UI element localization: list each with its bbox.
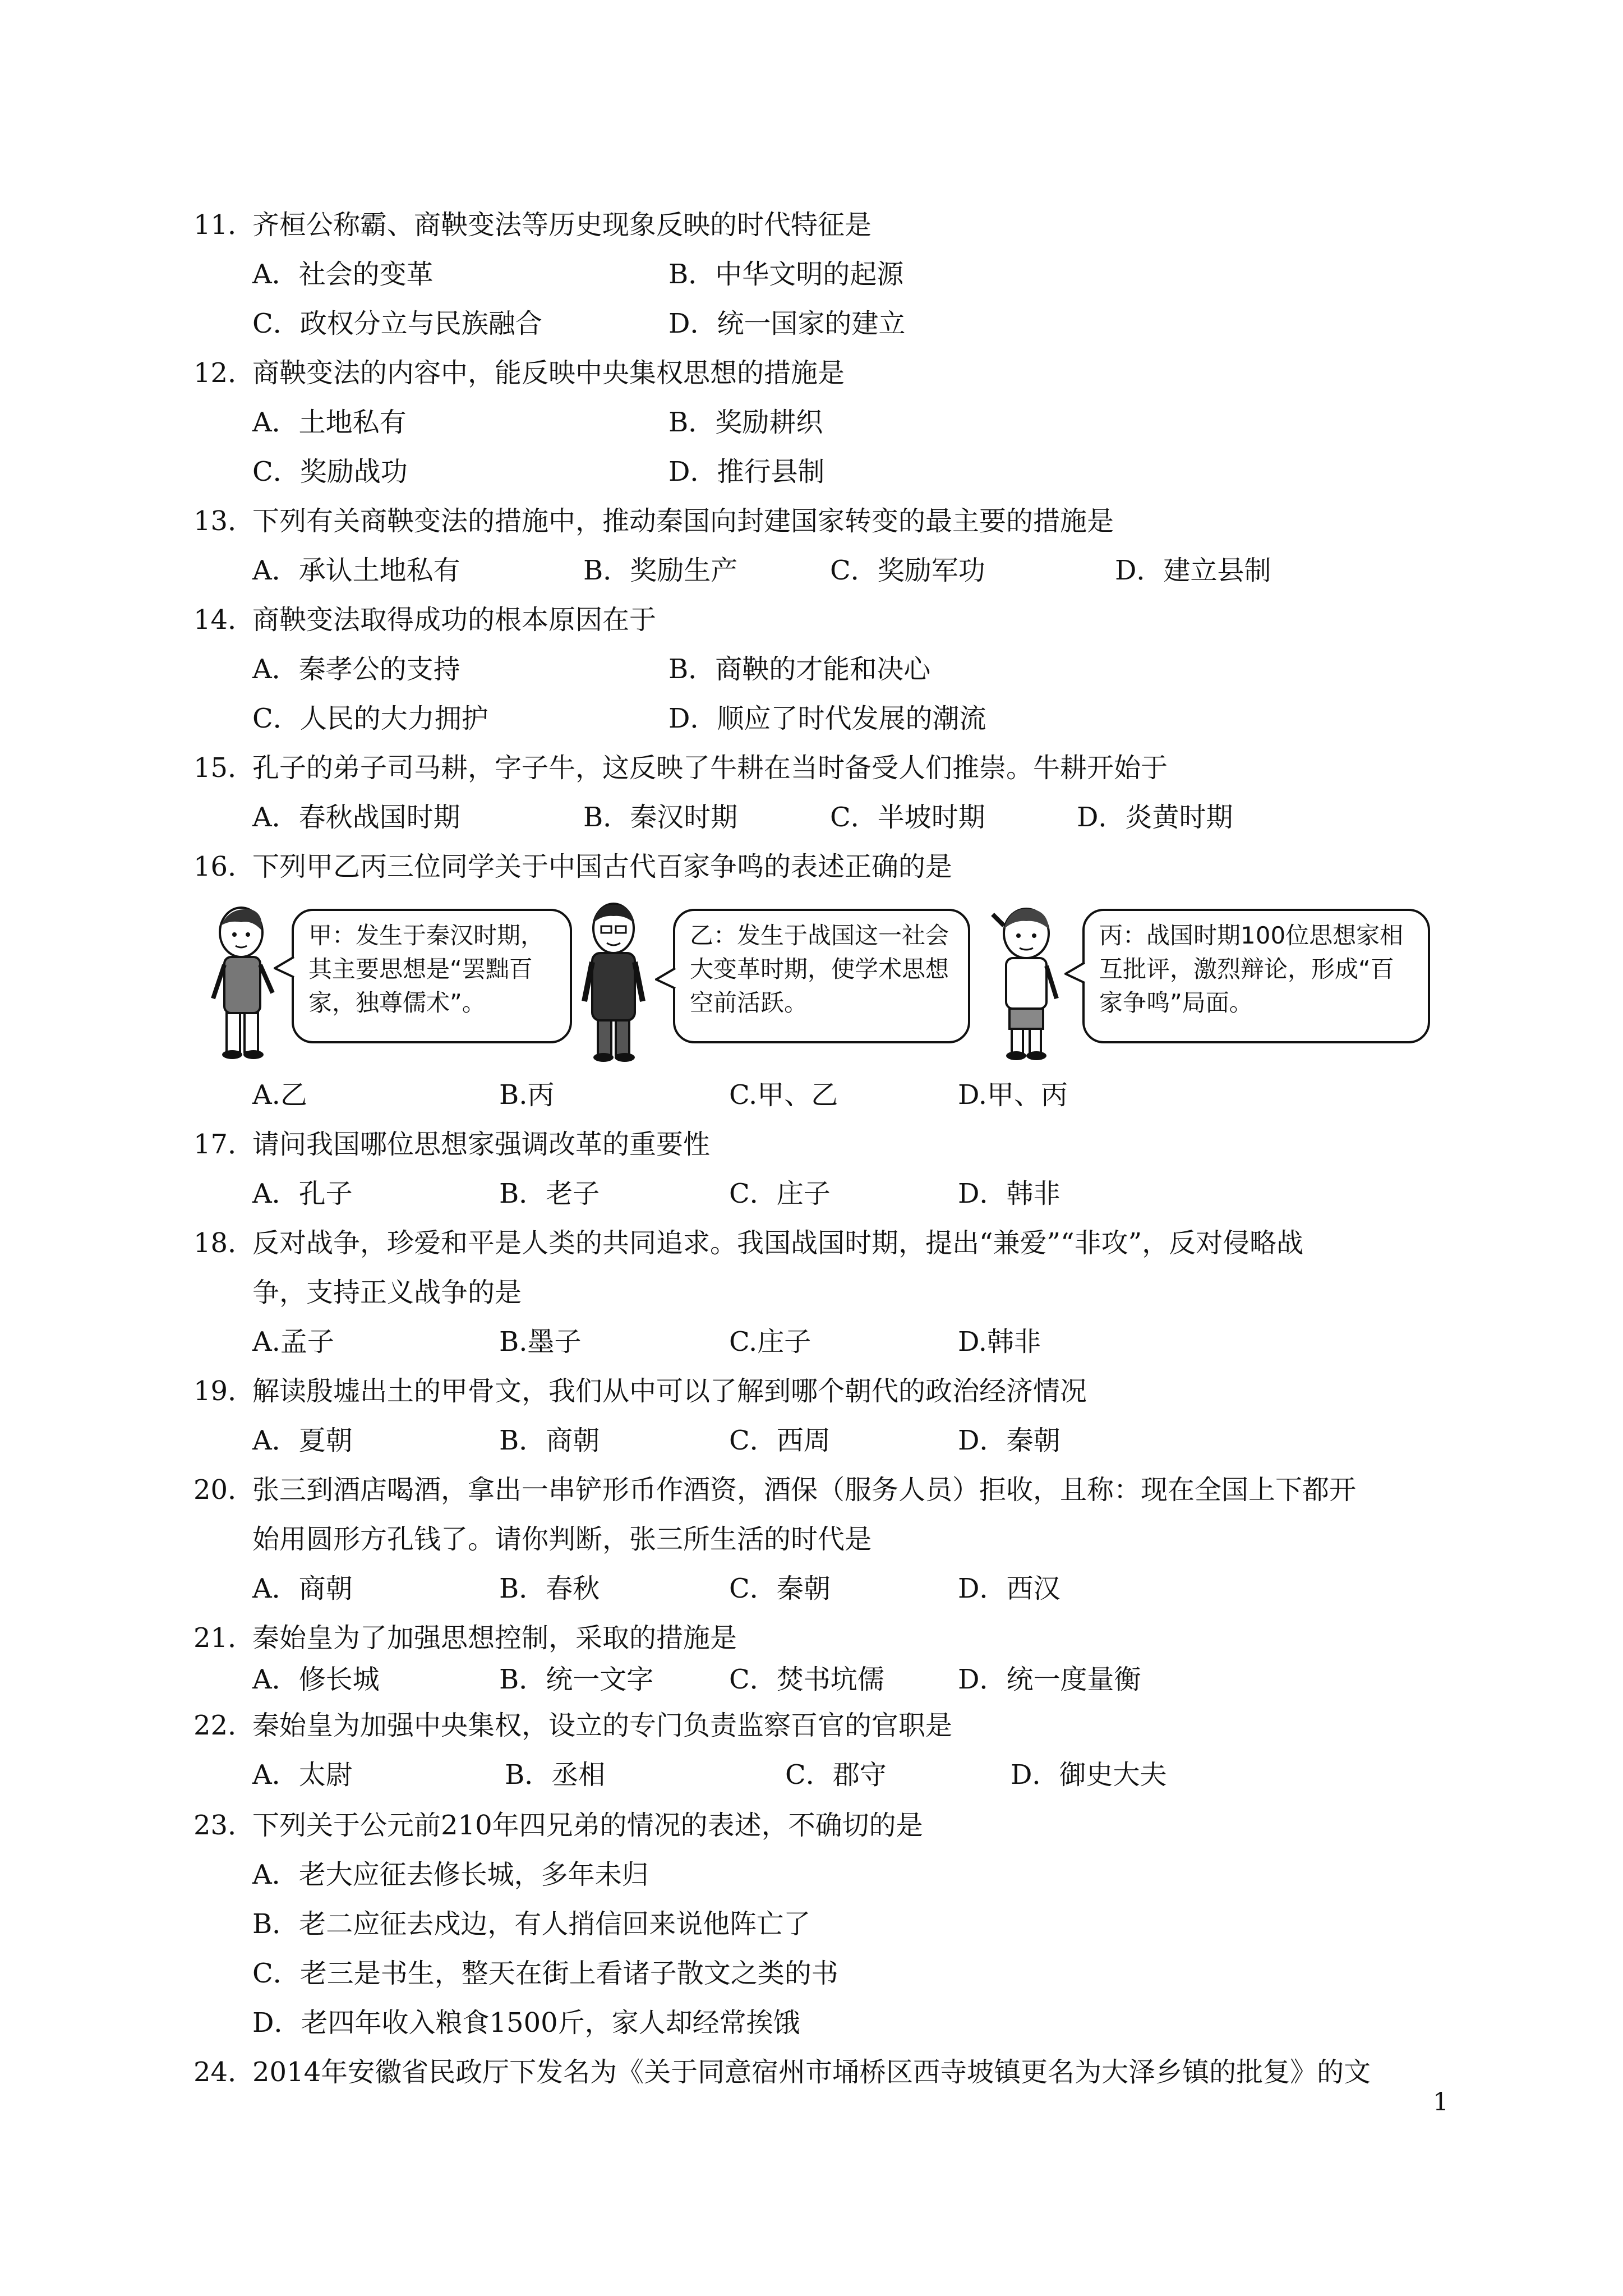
question-number: 11． [193, 209, 255, 241]
student-jia-figure [208, 903, 280, 1063]
question-stem: 解读殷墟出土的甲骨文，我们从中可以了解到哪个朝代的政治经济情况 [252, 1375, 1087, 1407]
option-a[interactable]: A．春秋战国时期 [252, 802, 460, 833]
question-13 [193, 496, 1455, 546]
page-number: 1 [1433, 2088, 1449, 2116]
question-number: 22． [193, 1710, 255, 1741]
question-20 [193, 1465, 1455, 1515]
question-number: 19． [193, 1375, 255, 1407]
question-12 [193, 348, 1455, 398]
question-stem: 孔子的弟子司马耕，字子牛，这反映了牛耕在当时备受人们推崇。牛耕开始于 [252, 752, 1168, 784]
option-b[interactable]: B．奖励耕织 [668, 407, 823, 438]
question-11 [193, 200, 1455, 250]
question-number: 23． [193, 1810, 255, 1841]
option-d[interactable]: D．统一度量衡 [958, 1664, 1141, 1695]
option-d[interactable]: D．建立县制 [1115, 555, 1271, 586]
option-b[interactable]: B．奖励生产 [583, 555, 738, 586]
bubble-tail-icon [1064, 959, 1087, 987]
question-stem: 反对战争，珍爱和平是人类的共同追求。我国战国时期，提出“兼爱”“非攻”，反对侵略战 [252, 1227, 1304, 1259]
option-d[interactable]: D．统一国家的建立 [668, 308, 906, 339]
student-bing-figure [987, 903, 1066, 1063]
option-d[interactable]: D．御史大夫 [1011, 1759, 1167, 1791]
option-c[interactable]: C．人民的大力拥护 [252, 703, 488, 734]
option-d[interactable]: D．老四年收入粮食1500斤，家人却经常挨饿 [252, 2007, 800, 2039]
option-d[interactable]: D.甲、丙 [958, 1079, 1068, 1111]
question-stem: 秦始皇为加强中央集权，设立的专门负责监察百官的官职是 [252, 1710, 953, 1741]
question-stem: 张三到酒店喝酒，拿出一串铲形币作酒资，酒保（服务人员）拒收，且称：现在全国上下都开 [252, 1474, 1357, 1506]
option-a[interactable]: A．社会的变革 [252, 259, 434, 290]
option-a[interactable]: A．土地私有 [252, 407, 407, 438]
option-c[interactable]: C.甲、乙 [729, 1079, 838, 1111]
question-stem: 下列关于公元前210年四兄弟的情况的表述，不确切的是 [252, 1810, 923, 1841]
option-c[interactable]: C．焚书坑儒 [729, 1664, 884, 1695]
question-16 [193, 842, 1455, 891]
option-d[interactable]: D.韩非 [958, 1326, 1041, 1358]
option-d[interactable]: D．西汉 [958, 1573, 1061, 1604]
option-d[interactable]: D．炎黄时期 [1077, 802, 1233, 833]
question-number: 20． [193, 1474, 255, 1506]
question-number: 24． [193, 2056, 255, 2088]
question-14 [193, 595, 1455, 645]
speech-bubble-jia [292, 909, 572, 1043]
question-stem: 下列甲乙丙三位同学关于中国古代百家争鸣的表述正确的是 [252, 851, 953, 882]
question-stem: 下列有关商鞅变法的措施中，推动秦国向封建国家转变的最主要的措施是 [252, 505, 1114, 537]
option-b[interactable]: B．秦汉时期 [583, 802, 738, 833]
option-c[interactable]: C．奖励战功 [252, 456, 408, 487]
option-c[interactable]: C．政权分立与民族融合 [252, 308, 542, 339]
question-15 [193, 743, 1455, 793]
option-c[interactable]: C．西周 [729, 1425, 831, 1456]
option-d[interactable]: D．顺应了时代发展的潮流 [668, 703, 986, 734]
question-19 [193, 1366, 1455, 1416]
option-c[interactable]: C．秦朝 [729, 1573, 831, 1604]
option-a[interactable]: A.乙 [252, 1079, 307, 1111]
question-22 [193, 1701, 1455, 1750]
question-stem: 2014年安徽省民政厅下发名为《关于同意宿州市埇桥区西寺坡镇更名为大泽乡镇的批复》的文 [252, 2056, 1371, 2088]
bubble-text-jia: 甲：发生于秦汉时期，其主要思想是“罢黜百家，独尊儒术”。 [308, 922, 545, 1016]
option-d[interactable]: D．推行县制 [668, 456, 825, 487]
student-yi-figure [578, 900, 651, 1063]
question-stem-continued: 始用圆形方孔钱了。请你判断，张三所生活的时代是 [252, 1524, 872, 1555]
option-a[interactable]: A．修长城 [252, 1664, 380, 1695]
question-18 [193, 1218, 1455, 1268]
option-c[interactable]: C．老三是书生，整天在街上看诸子散文之类的书 [252, 1958, 838, 1989]
option-c[interactable]: C．庄子 [729, 1178, 831, 1209]
option-a[interactable]: A．商朝 [252, 1573, 353, 1604]
bubble-text-yi: 乙：发生于战国这一社会大变革时期，使学术思想空前活跃。 [690, 922, 949, 1016]
question-stem: 请问我国哪位思想家强调改革的重要性 [252, 1129, 711, 1160]
option-c[interactable]: C.庄子 [729, 1326, 811, 1358]
option-d[interactable]: D．韩非 [958, 1178, 1061, 1209]
question-stem: 商鞅变法的内容中，能反映中央集权思想的措施是 [252, 357, 845, 389]
option-b[interactable]: B.丙 [499, 1079, 555, 1111]
option-b[interactable]: B．商朝 [499, 1425, 600, 1456]
question-stem: 齐桓公称霸、商鞅变法等历史现象反映的时代特征是 [252, 209, 872, 241]
option-d[interactable]: D．秦朝 [958, 1425, 1061, 1456]
speech-bubble-bing [1082, 909, 1430, 1043]
question-number: 16． [193, 851, 255, 882]
bubble-text-bing: 丙：战国时期100位思想家相互批评，激烈辩论，形成“百家争鸣”局面。 [1099, 922, 1404, 1016]
option-b[interactable]: B．老子 [499, 1178, 600, 1209]
option-c[interactable]: C．半坡时期 [830, 802, 985, 833]
option-a[interactable]: A．孔子 [252, 1178, 353, 1209]
option-b[interactable]: B．丞相 [505, 1759, 606, 1791]
option-b[interactable]: B．商鞅的才能和决心 [668, 654, 931, 685]
option-c[interactable]: C．奖励军功 [830, 555, 985, 586]
option-a[interactable]: A．夏朝 [252, 1425, 353, 1456]
question-number: 12． [193, 357, 255, 389]
question-number: 13． [193, 505, 255, 537]
question-17 [193, 1120, 1455, 1169]
option-b[interactable]: B.墨子 [499, 1326, 582, 1358]
question-stem: 商鞅变法取得成功的根本原因在于 [252, 604, 657, 636]
speech-bubble-yi [673, 909, 970, 1043]
option-a[interactable]: A．承认土地私有 [252, 555, 460, 586]
option-b[interactable]: B．老二应征去戍边，有人捎信回来说他阵亡了 [252, 1908, 811, 1940]
question-number: 18． [193, 1227, 255, 1259]
option-a[interactable]: A.孟子 [252, 1326, 334, 1358]
question-number: 15． [193, 752, 255, 784]
question-stem-continued: 争，支持正义战争的是 [252, 1277, 522, 1308]
question-24 [193, 2047, 1455, 2097]
option-b[interactable]: B．中华文明的起源 [668, 259, 904, 290]
question-number: 14． [193, 604, 255, 636]
question-23 [193, 1801, 1455, 1850]
bubble-tail-icon [655, 965, 677, 993]
option-a[interactable]: A．太尉 [252, 1759, 353, 1791]
option-b[interactable]: B．春秋 [499, 1573, 600, 1604]
question-number: 21． [193, 1622, 255, 1654]
cartoon-panel [208, 898, 1453, 1066]
bubble-tail-icon [274, 954, 296, 982]
question-stem: 秦始皇为了加强思想控制，采取的措施是 [252, 1622, 737, 1654]
option-b[interactable]: B．统一文字 [499, 1664, 654, 1695]
option-c[interactable]: C．郡守 [785, 1759, 887, 1791]
question-number: 17． [193, 1129, 255, 1160]
option-a[interactable]: A．秦孝公的支持 [252, 654, 460, 685]
option-a[interactable]: A．老大应征去修长城，多年未归 [252, 1859, 649, 1890]
